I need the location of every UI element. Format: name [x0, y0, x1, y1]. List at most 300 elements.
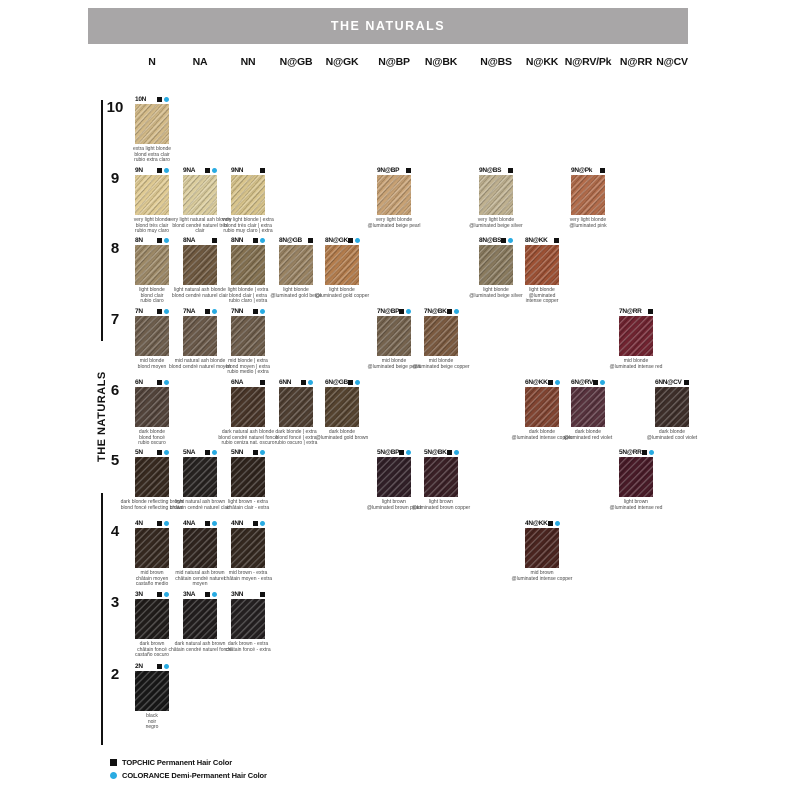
topchic-square-icon	[110, 759, 117, 766]
topchic-square-icon	[501, 238, 506, 243]
colorance-circle-icon	[164, 664, 169, 669]
swatch-header-8N@KK	[525, 236, 559, 244]
swatch-header-5N@BK	[424, 448, 458, 456]
caption-line: blond très clair	[135, 222, 169, 229]
caption-line: @luminated brown copper	[411, 504, 471, 511]
swatch-code-3N: 3N	[135, 590, 143, 598]
column-header-N@GB: N@GB	[279, 56, 313, 68]
topchic-square-icon	[253, 450, 258, 455]
swatch-code-7NN: 7NN	[231, 307, 244, 315]
swatch-header-6N	[135, 378, 169, 386]
caption-line: @luminated intense red	[609, 363, 663, 370]
topchic-square-icon	[157, 309, 162, 314]
caption-line: dark blonde | extra	[275, 429, 317, 435]
hair-swatch-3NN	[231, 599, 265, 639]
availability-markers	[157, 238, 169, 243]
caption-line: mid blonde | extra	[228, 358, 268, 364]
swatch-header-5N@BP	[377, 448, 411, 456]
topchic-square-icon	[399, 450, 404, 455]
swatch-caption-8N@GK	[310, 288, 374, 299]
swatch-code-5N@BK: 5N@BK	[424, 448, 447, 456]
availability-markers	[348, 238, 360, 243]
availability-markers	[684, 380, 689, 385]
swatch-code-8NA: 8NA	[183, 236, 196, 244]
colorance-circle-icon	[110, 772, 117, 779]
swatch-code-6NN: 6NN	[279, 378, 292, 386]
topchic-square-icon	[308, 238, 313, 243]
caption-line: @luminated intense copper	[511, 575, 573, 582]
topchic-square-icon	[348, 238, 353, 243]
topchic-square-icon	[301, 380, 306, 385]
hair-swatch-2N	[135, 671, 169, 711]
availability-markers	[447, 309, 459, 314]
swatch-header-6N@RV	[571, 378, 605, 386]
topchic-square-icon	[157, 168, 162, 173]
swatch-code-7N: 7N	[135, 307, 143, 315]
caption-line: negro	[145, 724, 159, 731]
topchic-square-icon	[648, 309, 653, 314]
colorance-circle-icon	[164, 309, 169, 314]
swatch-header-8NA	[183, 236, 217, 244]
availability-markers	[406, 168, 411, 173]
topchic-square-icon	[205, 521, 210, 526]
swatch-header-4NN	[231, 519, 265, 527]
swatch-header-5NN	[231, 448, 265, 456]
caption-line: blond foncé reflecting brown	[120, 504, 184, 511]
hair-swatch-8N@KK	[525, 245, 559, 285]
topchic-square-icon	[157, 238, 162, 243]
colorance-circle-icon	[555, 380, 560, 385]
caption-line: blond cendré naturel clair	[171, 292, 229, 299]
colorance-circle-icon	[260, 450, 265, 455]
column-header-N@GK: N@GK	[325, 56, 359, 68]
swatch-caption-9N@Pk	[556, 218, 620, 229]
swatch-code-6N@KK: 6N@KK	[525, 378, 548, 386]
colorance-circle-icon	[600, 380, 605, 385]
swatch-code-4N: 4N	[135, 519, 143, 527]
topchic-square-icon	[212, 238, 217, 243]
swatch-code-3NN: 3NN	[231, 590, 244, 598]
caption-line: @luminated intense copper	[511, 434, 573, 441]
caption-line: black	[146, 713, 158, 719]
swatch-header-7NN	[231, 307, 265, 315]
swatch-code-7N@RR: 7N@RR	[619, 307, 642, 315]
hair-swatch-3NA	[183, 599, 217, 639]
caption-line: blond moyen | extra	[226, 363, 270, 370]
caption-line: @luminated red violet	[563, 434, 613, 441]
topchic-square-icon	[253, 238, 258, 243]
availability-markers	[205, 521, 217, 526]
availability-markers	[205, 450, 217, 455]
colorance-circle-icon	[308, 380, 313, 385]
level-label-4: 4	[110, 523, 120, 540]
swatch-caption-3NN	[216, 642, 280, 653]
swatch-code-5NN: 5NN	[231, 448, 244, 456]
caption-line: blond cendré naturel foncé	[218, 434, 278, 441]
hair-swatch-6NA	[231, 387, 265, 427]
colorance-circle-icon	[406, 309, 411, 314]
caption-line: castaño oscuro	[135, 652, 169, 659]
swatch-code-4NA: 4NA	[183, 519, 196, 527]
caption-line: @luminated gold copper	[314, 292, 370, 299]
caption-line: châtain cendré naturel moyen	[175, 575, 225, 588]
level-label-9: 9	[110, 170, 120, 187]
column-header-N@KK: N@KK	[525, 56, 559, 68]
caption-line: châtain moyen - extra	[223, 575, 273, 582]
colorance-circle-icon	[212, 450, 217, 455]
swatch-header-8NN	[231, 236, 265, 244]
availability-markers	[642, 450, 654, 455]
caption-line: @luminated gold brown	[315, 434, 369, 441]
caption-line: rubio extra claro	[134, 157, 170, 164]
swatch-caption-5N@BK	[409, 500, 473, 511]
swatch-code-4N@KK: 4N@KK	[525, 519, 548, 527]
availability-markers	[348, 380, 360, 385]
topchic-square-icon	[642, 450, 647, 455]
availability-markers	[205, 592, 217, 597]
topchic-square-icon	[348, 380, 353, 385]
swatch-code-9N@BS: 9N@BS	[479, 166, 502, 174]
caption-line: @luminated beige silver	[469, 292, 523, 299]
hair-swatch-6N@RV	[571, 387, 605, 427]
hair-swatch-8N@GB	[279, 245, 313, 285]
caption-line: @luminated intense red	[609, 504, 663, 511]
colorance-circle-icon	[649, 450, 654, 455]
topchic-square-icon	[260, 592, 265, 597]
swatch-header-5NA	[183, 448, 217, 456]
colorance-circle-icon	[355, 238, 360, 243]
hair-swatch-7N@RR	[619, 316, 653, 356]
hair-swatch-6N@KK	[525, 387, 559, 427]
caption-line: @luminated beige silver	[469, 222, 523, 229]
caption-line: mid brown - extra	[228, 570, 268, 576]
caption-line: châtain moyen	[135, 575, 169, 582]
swatch-code-7NA: 7NA	[183, 307, 196, 315]
swatch-code-3NA: 3NA	[183, 590, 196, 598]
swatch-code-9N@Pk: 9N@Pk	[571, 166, 593, 174]
caption-line: light blonde	[329, 287, 355, 293]
availability-markers	[157, 521, 169, 526]
caption-line: mid brown	[530, 570, 554, 576]
swatch-header-4N	[135, 519, 169, 527]
hair-swatch-5NN	[231, 457, 265, 497]
caption-line: very light blonde	[375, 217, 413, 223]
caption-line: blond cendré naturel très clair	[172, 222, 228, 235]
swatch-header-9NN	[231, 166, 265, 174]
availability-markers	[157, 450, 169, 455]
colorance-circle-icon	[260, 309, 265, 314]
swatch-caption-8N@KK	[510, 288, 574, 305]
swatch-header-9N@Pk	[571, 166, 605, 174]
caption-line: @luminated cool violet	[646, 434, 698, 441]
caption-line: rubio oscuro	[138, 440, 166, 447]
column-header-NA: NA	[192, 56, 208, 68]
caption-line: blond foncé	[139, 434, 165, 441]
topchic-square-icon	[447, 450, 452, 455]
hair-swatch-5N@BK	[424, 457, 458, 497]
caption-line: very light blonde	[133, 217, 171, 223]
topchic-square-icon	[157, 664, 162, 669]
swatch-header-4N@KK	[525, 519, 559, 527]
caption-line: rubio medio | extra	[227, 369, 269, 376]
caption-line: rubio claro | extra	[228, 298, 268, 305]
caption-line: mid natural ash brown	[175, 570, 225, 576]
swatch-header-7N	[135, 307, 169, 315]
column-header-NN: NN	[240, 56, 256, 68]
swatch-code-9NA: 9NA	[183, 166, 196, 174]
column-header-N@BP: N@BP	[378, 56, 410, 68]
topchic-square-icon	[447, 309, 452, 314]
topchic-square-icon	[205, 592, 210, 597]
caption-line: dark brown - extra	[227, 641, 269, 647]
swatch-code-5N: 5N	[135, 448, 143, 456]
swatch-header-6NN	[279, 378, 313, 386]
caption-line: @luminated beige pearl	[367, 363, 421, 370]
legend-topchic-label: TOPCHIC Permanent Hair Color	[122, 758, 233, 767]
topchic-square-icon	[548, 380, 553, 385]
swatch-caption-6NN@CV	[640, 430, 704, 441]
colorance-circle-icon	[164, 380, 169, 385]
colorance-circle-icon	[164, 592, 169, 597]
hair-swatch-8NA	[183, 245, 217, 285]
swatch-header-8N	[135, 236, 169, 244]
level-label-2: 2	[110, 666, 120, 683]
legend	[110, 756, 267, 782]
colorance-circle-icon	[355, 380, 360, 385]
caption-line: châtain foncé	[137, 646, 167, 653]
level-label-10: 10	[106, 99, 124, 116]
hair-swatch-5N@RR	[619, 457, 653, 497]
swatch-header-9NA	[183, 166, 217, 174]
swatch-header-6N@KK	[525, 378, 559, 386]
swatch-header-7N@BP	[377, 307, 411, 315]
caption-line: rubio muy claro	[134, 228, 170, 235]
swatch-code-8N@GB: 8N@GB	[279, 236, 302, 244]
swatch-header-8N@BS	[479, 236, 513, 244]
hair-swatch-9NN	[231, 175, 265, 215]
caption-line: @luminated	[528, 292, 556, 299]
swatch-code-8N@BS: 8N@BS	[479, 236, 502, 244]
caption-line: blond extra clair	[134, 151, 170, 158]
caption-line: extra light blonde	[132, 146, 172, 152]
swatch-code-9N: 9N	[135, 166, 143, 174]
availability-markers	[253, 450, 265, 455]
column-header-N@RV/Pk: N@RV/Pk	[564, 56, 612, 68]
caption-line: rubio claro	[140, 298, 164, 305]
colorance-circle-icon	[164, 450, 169, 455]
availability-markers	[260, 592, 265, 597]
swatch-header-4NA	[183, 519, 217, 527]
swatch-header-2N	[135, 662, 169, 670]
swatch-caption-6N	[120, 430, 184, 447]
availability-markers	[157, 664, 169, 669]
caption-line: light brown	[428, 499, 454, 505]
caption-line: blond cendré naturel moyen	[169, 363, 231, 370]
swatch-code-4NN: 4NN	[231, 519, 244, 527]
swatch-code-6N@RV: 6N@RV	[571, 378, 594, 386]
caption-line: @luminated beige pearl	[367, 222, 421, 229]
swatch-caption-6N@GB	[310, 430, 374, 441]
availability-markers	[253, 521, 265, 526]
topchic-square-icon	[253, 309, 258, 314]
caption-line: @luminated gold beige	[270, 292, 322, 299]
topchic-square-icon	[399, 309, 404, 314]
swatch-code-6N@GB: 6N@GB	[325, 378, 348, 386]
swatch-header-6NA	[231, 378, 265, 386]
availability-markers	[447, 450, 459, 455]
availability-markers	[399, 450, 411, 455]
availability-markers	[260, 168, 265, 173]
swatch-code-6N: 6N	[135, 378, 143, 386]
swatch-code-10N: 10N	[135, 95, 147, 103]
caption-line: mid blonde	[623, 358, 649, 364]
swatch-code-9NN: 9NN	[231, 166, 244, 174]
availability-markers	[648, 309, 653, 314]
colorance-circle-icon	[212, 168, 217, 173]
hair-swatch-9N@Pk	[571, 175, 605, 215]
caption-line: châtain cendré naturel foncé	[168, 646, 232, 653]
availability-markers	[554, 238, 559, 243]
caption-line: mid natural ash blonde	[174, 358, 226, 364]
hair-swatch-4N@KK	[525, 528, 559, 568]
swatch-header-7N@RR	[619, 307, 653, 315]
caption-line: blond moyen	[137, 363, 167, 370]
colorance-circle-icon	[164, 521, 169, 526]
caption-line: rubio ceniza nat. oscuro	[221, 440, 275, 447]
caption-line: rubio oscuro | extra	[274, 440, 318, 447]
topchic-square-icon	[260, 380, 265, 385]
swatch-header-3NA	[183, 590, 217, 598]
swatch-code-8N@KK: 8N@KK	[525, 236, 548, 244]
colorance-circle-icon	[454, 450, 459, 455]
caption-line: light blonde	[139, 287, 165, 293]
level-label-5: 5	[110, 452, 120, 469]
hair-swatch-7NA	[183, 316, 217, 356]
hair-swatch-9N@BS	[479, 175, 513, 215]
caption-line: châtain clair - extra	[226, 504, 270, 511]
topchic-square-icon	[157, 97, 162, 102]
hair-swatch-4NA	[183, 528, 217, 568]
swatch-header-3NN	[231, 590, 265, 598]
caption-line: light brown	[381, 499, 407, 505]
swatch-caption-5N@RR	[604, 500, 668, 511]
hair-swatch-3N	[135, 599, 169, 639]
colorance-circle-icon	[164, 97, 169, 102]
topchic-square-icon	[508, 168, 513, 173]
topchic-square-icon	[205, 309, 210, 314]
swatch-code-6NA: 6NA	[231, 378, 244, 386]
topchic-square-icon	[600, 168, 605, 173]
swatch-header-6NN@CV	[655, 378, 689, 386]
topchic-square-icon	[554, 238, 559, 243]
availability-markers	[205, 168, 217, 173]
colorance-circle-icon	[406, 450, 411, 455]
topchic-square-icon	[157, 380, 162, 385]
swatch-header-7NA	[183, 307, 217, 315]
caption-line: dark brown	[139, 641, 165, 647]
swatch-code-7N@BP: 7N@BP	[377, 307, 400, 315]
availability-markers	[253, 309, 265, 314]
swatch-code-9N@BP: 9N@BP	[377, 166, 400, 174]
hair-swatch-4N	[135, 528, 169, 568]
hair-swatch-5N	[135, 457, 169, 497]
legend-colorance-label: COLORANCE Demi-Permanent Hair Color	[122, 771, 267, 780]
hair-swatch-5N@BP	[377, 457, 411, 497]
swatch-caption-4N@KK	[510, 571, 574, 582]
caption-line: light brown - extra	[228, 499, 268, 505]
swatch-code-8N: 8N	[135, 236, 143, 244]
level-label-8: 8	[110, 240, 120, 257]
caption-line: mid blonde	[139, 358, 165, 364]
swatch-header-9N@BS	[479, 166, 513, 174]
level-label-7: 7	[110, 311, 120, 328]
swatch-code-8NN: 8NN	[231, 236, 244, 244]
colorance-circle-icon	[508, 238, 513, 243]
caption-line: very light blonde	[477, 217, 515, 223]
availability-markers	[260, 380, 265, 385]
swatch-header-7N@BK	[424, 307, 458, 315]
caption-line: @luminated pink	[569, 222, 607, 229]
caption-line: dark blonde	[328, 429, 356, 435]
colorance-circle-icon	[212, 521, 217, 526]
topchic-square-icon	[205, 450, 210, 455]
availability-markers	[301, 380, 313, 385]
swatch-header-6N@GB	[325, 378, 359, 386]
column-header-N@RR: N@RR	[619, 56, 653, 68]
topchic-square-icon	[157, 521, 162, 526]
availability-markers	[157, 309, 169, 314]
caption-line: @luminated beige copper	[412, 363, 470, 370]
colorance-circle-icon	[260, 521, 265, 526]
swatch-header-10N	[135, 95, 169, 103]
hair-swatch-6N@GB	[325, 387, 359, 427]
swatch-caption-6N@RV	[556, 430, 620, 441]
availability-markers	[205, 309, 217, 314]
swatch-code-5N@RR: 5N@RR	[619, 448, 642, 456]
availability-markers	[501, 238, 513, 243]
swatch-header-8N@GB	[279, 236, 313, 244]
colorance-circle-icon	[555, 521, 560, 526]
swatch-caption-10N	[120, 147, 184, 164]
caption-line: mid blonde	[381, 358, 407, 364]
swatch-header-5N@RR	[619, 448, 653, 456]
availability-markers	[548, 521, 560, 526]
availability-markers	[157, 380, 169, 385]
column-header-N@BK: N@BK	[424, 56, 458, 68]
hair-swatch-7N	[135, 316, 169, 356]
caption-line: @luminated brown pearl	[366, 504, 422, 511]
title-bar	[88, 8, 688, 44]
caption-line: blond clair	[140, 292, 164, 299]
colorance-circle-icon	[454, 309, 459, 314]
swatch-header-3N	[135, 590, 169, 598]
caption-line: light blonde	[283, 287, 309, 293]
caption-line: rubio muy claro | extra	[223, 228, 273, 235]
caption-line: castaño medio	[135, 581, 169, 588]
availability-markers	[308, 238, 313, 243]
hair-swatch-8N	[135, 245, 169, 285]
hair-swatch-6NN	[279, 387, 313, 427]
caption-line: dark blonde	[138, 429, 166, 435]
hair-swatch-5NA	[183, 457, 217, 497]
colorance-circle-icon	[212, 592, 217, 597]
side-vertical-label: THE NATURALS	[93, 341, 111, 493]
caption-line: light natural ash blonde	[174, 287, 226, 293]
caption-line: light blonde | extra	[227, 287, 269, 293]
column-header-N: N	[148, 56, 156, 68]
availability-markers	[593, 380, 605, 385]
caption-line: blond très clair | extra	[224, 222, 272, 229]
